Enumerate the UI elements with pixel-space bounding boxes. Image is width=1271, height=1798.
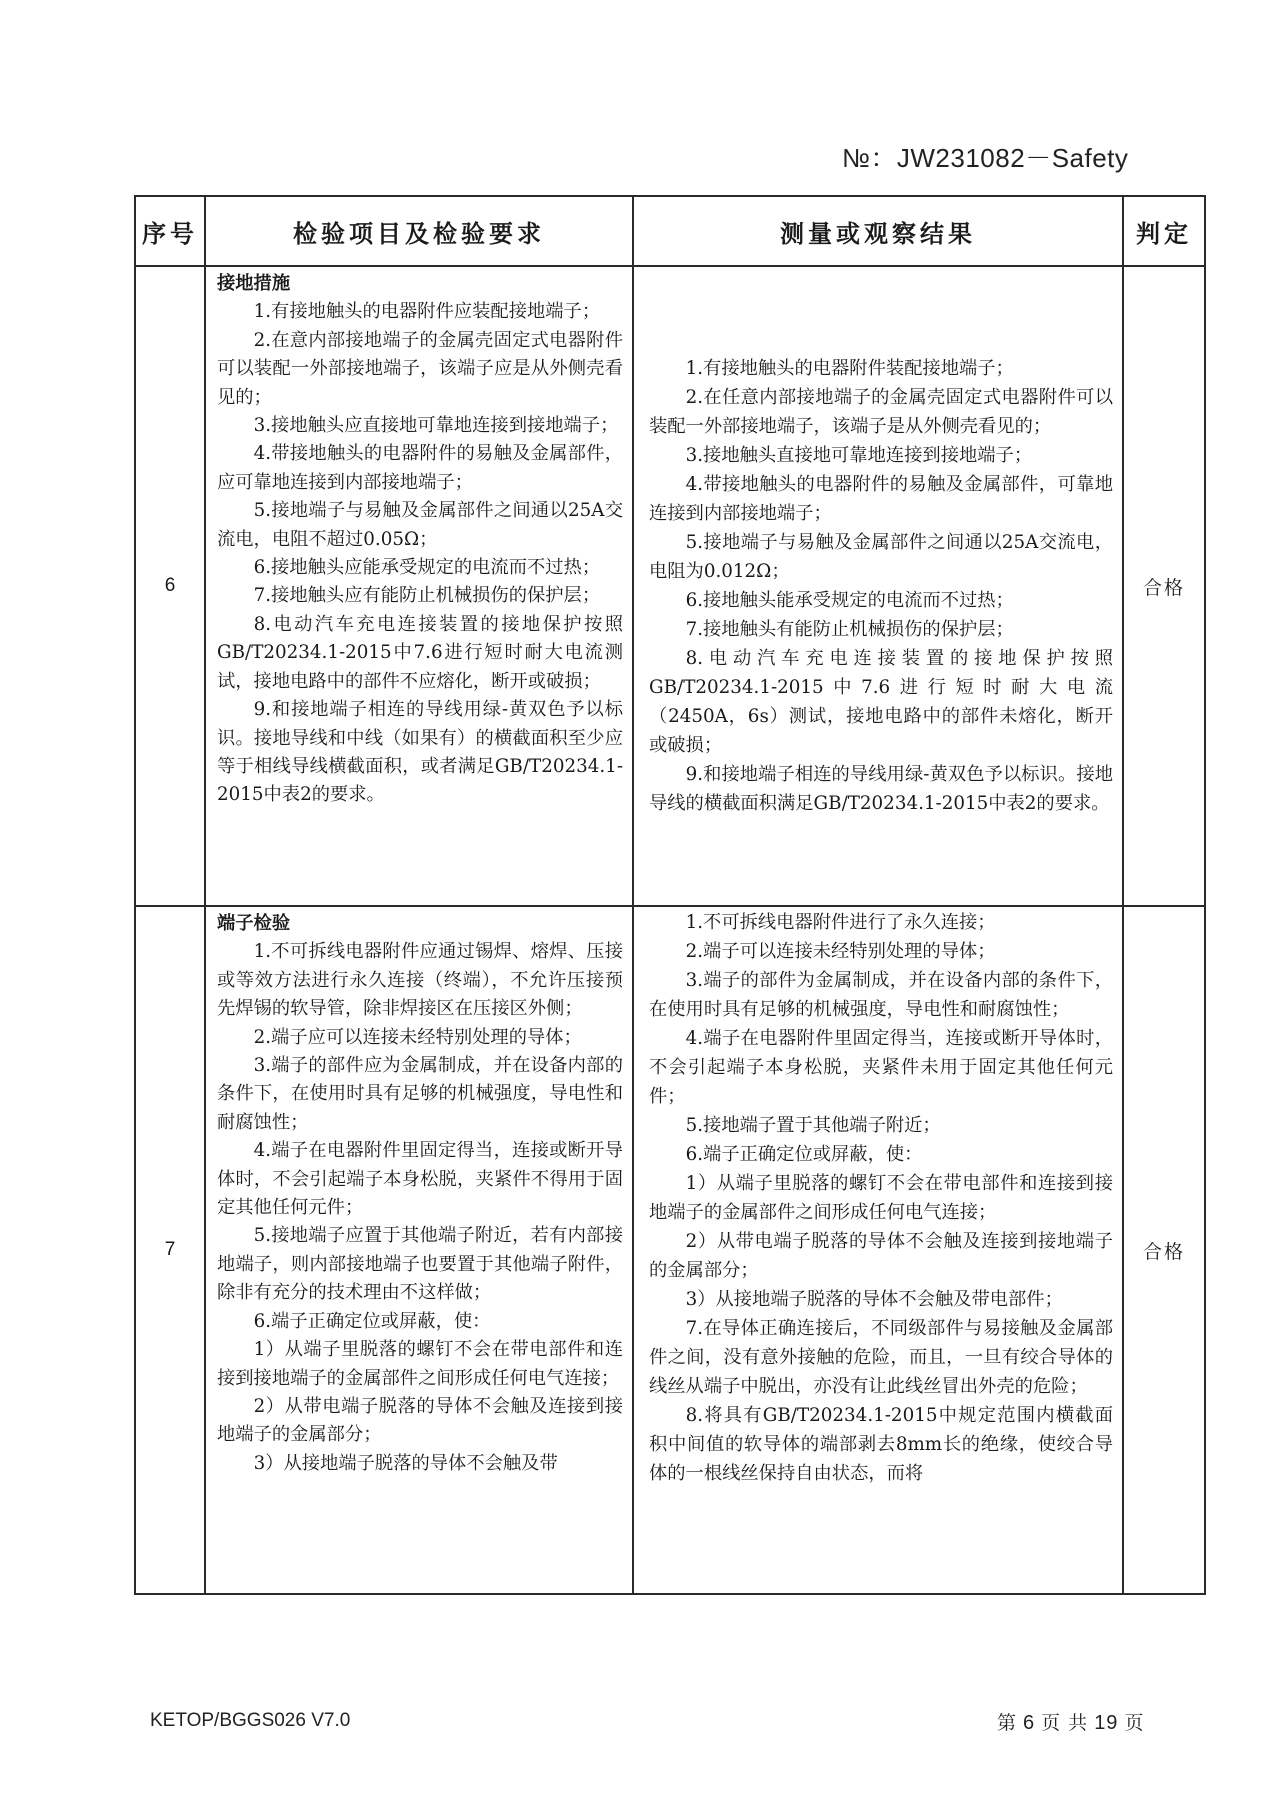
requirement-item: 4.带接地触头的电器附件的易触及金属部件，应可靠地连接到内部接地端子；	[217, 443, 623, 493]
page-indicator	[997, 1708, 1144, 1735]
requirement-item: 2.在意内部接地端子的金属壳固定式电器附件可以装配一外部接地端子，该端子应是从外侧壳看见的；	[217, 329, 623, 408]
result-item: 1.不可拆线电器附件进行了永久连接；	[685, 912, 996, 933]
result-item: 2.在任意内部接地端子的金属壳固定式电器附件可以装配一外部接地端子，该端子是从外侧壳看见的；	[649, 387, 1113, 437]
page-prefix: 第	[997, 1712, 1018, 1734]
table-row	[135, 266, 1205, 906]
result-item: 6.接地触头能承受规定的电流而不过热；	[685, 590, 1014, 611]
verdict-cell: 合格	[1123, 266, 1205, 906]
result-item: 1.有接地触头的电器附件装配接地端子；	[685, 358, 1014, 379]
result-item: 7.接地触头有能防止机械损伤的保护层；	[685, 619, 1014, 640]
page-current: 6	[1023, 1712, 1036, 1734]
requirement-item: 1.不可拆线电器附件应通过锡焊、熔焊、压接或等效方法进行永久连接（终端），不允许压接预先焊锡的软导管，除非焊接区在压接区外侧；	[217, 941, 623, 1020]
results-cell	[633, 266, 1123, 906]
result-item: 2.端子可以连接未经特别处理的导体；	[685, 941, 996, 962]
report-number: №：JW231082－Safety	[842, 143, 1129, 173]
requirement-item: 2）从带电端子脱落的导体不会触及连接到接地端子的金属部分；	[217, 1395, 623, 1446]
requirement-item: 6.接地触头应能承受规定的电流而不过热；	[253, 557, 601, 579]
requirements-cell	[205, 266, 633, 906]
requirement-item: 6.端子正确定位或屏蔽，使：	[253, 1310, 491, 1332]
requirement-item: 3.端子的部件应为金属制成，并在设备内部的条件下，在使用时具有足够的机械强度，导电性和耐腐蚀性；	[217, 1055, 623, 1133]
page-suffix: 页	[1124, 1712, 1145, 1734]
requirement-item: 7.接地触头应有能防止机械损伤的保护层；	[253, 585, 601, 607]
verdict-cell: 合格	[1123, 906, 1205, 1594]
result-item: 6.端子正确定位或屏蔽，使：	[685, 1144, 923, 1165]
table-header-row	[135, 196, 1205, 266]
requirement-item: 1）从端子里脱落的螺钉不会在带电部件和连接到接地端子的金属部件之间形成任何电气连接；	[217, 1339, 623, 1389]
result-item: 7.在导体正确连接后，不同级部件与易接触及金属部件之间，没有意外接触的危险，而且，一旦有绞合导体的线丝从端子中脱出，亦没有让此线丝冒出外壳的危险；	[649, 1318, 1113, 1397]
page-mid: 页 共	[1041, 1712, 1089, 1734]
result-item: 8.将具有GB/T20234.1-2015中规定范围内横截面积中间值的软导体的端部剥去8mm长的绝缘，使绞合导体的一根线丝保持自由状态，而将	[649, 1405, 1113, 1484]
result-item: 3）从接地端子脱落的导体不会触及带电部件；	[685, 1289, 1063, 1310]
table-row	[135, 906, 1205, 1594]
row-serial-no: 6	[135, 266, 205, 906]
document-code: KETOP/BGGS026 V7.0	[150, 1710, 351, 1731]
header-requirements: 检验项目及检验要求	[205, 196, 633, 266]
requirement-item: 8.电动汽车充电连接装置的接地保护按照GB/T20234.1-2015中7.6进行短时耐大电流测试，接地电路中的部件不应熔化，断开或破损；	[217, 613, 623, 692]
header-serial-no: 序号	[135, 196, 205, 266]
requirement-item: 4.端子在电器附件里固定得当，连接或断开导体时，不会引起端子本身松脱，夹紧件不得用于固定其他任何元件；	[217, 1140, 623, 1219]
requirement-item: 1.有接地触头的电器附件应装配接地端子；	[253, 301, 601, 323]
result-item: 2）从带电端子脱落的导体不会触及连接到接地端子的金属部分；	[649, 1231, 1113, 1281]
requirement-item: 2.端子应可以连接未经特别处理的导体；	[253, 1026, 582, 1048]
result-item: 8.电动汽车充电连接装置的接地保护按照GB/T20234.1-2015中7.6进行短时耐大电流（2450A，6s）测试，接地电路中的部件未熔化，断开或破损；	[649, 648, 1113, 756]
header-verdict: 判定	[1123, 196, 1205, 266]
result-item: 9.和接地端子相连的导线用绿-黄双色予以标识。接地导线的横截面积满足GB/T20234.1-2015中表2的要求。	[649, 764, 1113, 814]
requirement-item: 3）从接地端子脱落的导体不会触及带	[253, 1452, 558, 1474]
item-title: 接地措施	[217, 273, 291, 294]
requirement-item: 9.和接地端子相连的导线用绿-黄双色予以标识。接地导线和中线（如果有）的横截面积至少应等于相线导线横截面积，或者满足GB/T20234.1-2015中表2的要求。	[217, 699, 623, 806]
page-total: 19	[1094, 1712, 1119, 1734]
result-item: 3.接地触头直接地可靠地连接到接地端子；	[685, 445, 1033, 466]
requirement-item: 3.接地触头应直接地可靠地连接到接地端子；	[253, 415, 619, 437]
results-cell	[633, 906, 1123, 1594]
header-results: 测量或观察结果	[633, 196, 1123, 266]
result-item: 4.端子在电器附件里固定得当，连接或断开导体时，不会引起端子本身松脱，夹紧件未用于固定其他任何元件；	[649, 1028, 1113, 1107]
result-item: 5.接地端子置于其他端子附近；	[685, 1115, 941, 1136]
result-item: 3.端子的部件为金属制成，并在设备内部的条件下，在使用时具有足够的机械强度，导电性和耐腐蚀性；	[649, 970, 1113, 1020]
inspection-table	[134, 195, 1206, 1595]
result-item: 1）从端子里脱落的螺钉不会在带电部件和连接到接地端子的金属部件之间形成任何电气连接；	[649, 1173, 1113, 1223]
row-serial-no: 7	[135, 906, 205, 1594]
requirement-item: 5.接地端子应置于其他端子附近，若有内部接地端子，则内部接地端子也要置于其他端子附件，除非有充分的技术理由不这样做；	[217, 1225, 623, 1304]
item-title: 端子检验	[217, 913, 291, 934]
requirements-cell	[205, 906, 633, 1594]
result-item: 4.带接地触头的电器附件的易触及金属部件，可靠地连接到内部接地端子；	[649, 474, 1113, 524]
requirement-item: 5.接地端子与易触及金属部件之间通以25A交流电，电阻不超过0.05Ω；	[217, 500, 623, 550]
result-item: 5.接地端子与易触及金属部件之间通以25A交流电，电阻为0.012Ω；	[649, 532, 1113, 582]
